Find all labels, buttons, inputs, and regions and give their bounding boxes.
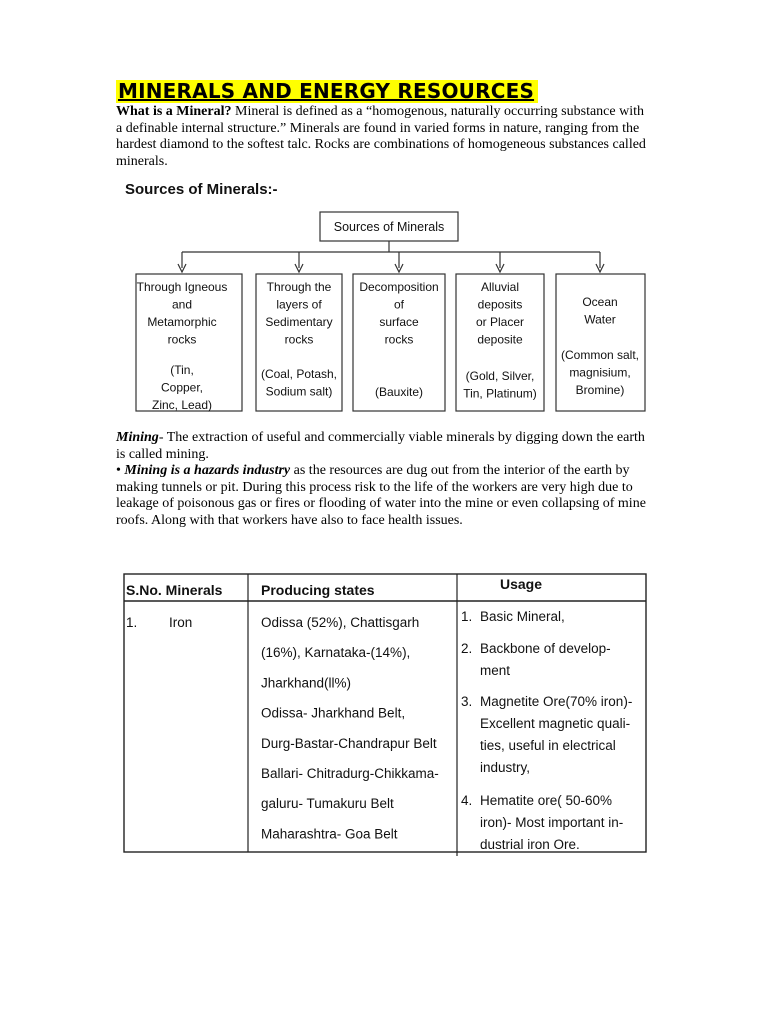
- source-label: rocks: [384, 332, 414, 347]
- source-label: Alluvial: [480, 280, 520, 294]
- producing-state-line: (16%), Karnataka-(14%),: [261, 645, 411, 661]
- source-examples: (Gold, Silver,: [465, 369, 535, 383]
- usage-text: Magnetite Ore(70% iron)-: [480, 694, 633, 709]
- diagram-heading: Sources of Minerals:-: [125, 181, 278, 198]
- usage-text: ment: [480, 663, 511, 678]
- source-label: Sedimentary: [265, 315, 333, 329]
- minerals-table: [116, 560, 652, 860]
- usage-item: [461, 793, 623, 852]
- mining-definition: - The extraction of useful and commercially viable minerals by digging down the earth is called mining.: [116, 430, 645, 462]
- producing-state-line: Ballari- Chitradurg-Chikkama-: [261, 766, 439, 781]
- source-label: rocks: [284, 332, 314, 347]
- mineral-definition-text: Mineral is defined as a “homogenous, naturally occurring substance with a definable internal structure.” Minerals are found in varied forms in nature, ranging from the hardest diamond to the softest talc. Rocks are combinations of homogeneous substances called minerals.: [116, 104, 646, 169]
- source-examples: Sodium salt): [265, 384, 333, 399]
- usage-number: 3.: [461, 694, 473, 709]
- source-node: [136, 252, 242, 412]
- header-producing-states: Producing states: [261, 582, 375, 598]
- source-label: and: [171, 297, 193, 312]
- source-branches: [136, 252, 645, 412]
- mineral-question: What is a Mineral?: [116, 104, 232, 119]
- source-examples: Tin, Platinum): [463, 386, 537, 401]
- page-title: MINERALS AND ENERGY RESOURCES: [116, 80, 538, 103]
- source-label: of: [393, 297, 405, 312]
- usage-number: 1.: [461, 609, 473, 624]
- usage-text: industry,: [480, 760, 531, 775]
- source-label: Metamorphic: [147, 315, 217, 329]
- mineral-definition-paragraph: [116, 104, 646, 170]
- usage-item: [461, 641, 611, 678]
- source-label: Through Igneous: [136, 280, 228, 294]
- source-examples: (Tin,: [170, 363, 194, 377]
- usage-number: 2.: [461, 641, 473, 656]
- usage-text: iron)- Most important in-: [480, 815, 624, 830]
- source-examples: Bromine): [575, 383, 625, 397]
- source-label: Through the: [266, 280, 332, 294]
- usage-text: Hematite ore( 50-60%: [480, 793, 613, 808]
- usage-item: [461, 694, 632, 775]
- usage-text: Excellent magnetic quali-: [480, 716, 631, 731]
- source-label: Ocean: [582, 295, 618, 309]
- source-label: deposits: [477, 297, 523, 312]
- source-label: rocks: [167, 332, 197, 347]
- source-node: [556, 252, 645, 411]
- source-examples: magnisium,: [569, 365, 631, 380]
- source-label: Water: [584, 312, 616, 327]
- source-label: deposite: [477, 332, 523, 347]
- usage-text: dustrial iron Ore.: [480, 837, 580, 852]
- source-examples: Zinc, Lead): [151, 398, 213, 412]
- usage-number: 4.: [461, 793, 473, 808]
- header-sno-minerals: S.No. Minerals: [126, 582, 223, 598]
- mining-term: Mining: [116, 430, 159, 445]
- source-label: layers of: [276, 297, 322, 312]
- source-label: or Placer: [475, 315, 525, 329]
- producing-state-line: Odissa- Jharkhand Belt,: [261, 705, 406, 721]
- mining-hazard-lead: Mining is a hazards industry: [124, 463, 291, 479]
- source-label: Decomposition: [359, 280, 439, 294]
- source-node: [256, 252, 342, 411]
- source-node: [456, 252, 544, 411]
- producing-state-line: Durg-Bastar-Chandrapur Belt: [261, 735, 437, 751]
- row-sno: 1.: [126, 615, 138, 630]
- usage-text: Backbone of develop-: [480, 641, 611, 656]
- producing-state-line: Maharashtra- Goa Belt: [261, 826, 398, 842]
- root-node-label: Sources of Minerals: [333, 220, 445, 234]
- producing-state-line: Odissa (52%), Chattisgarh: [261, 615, 420, 630]
- producing-state-line: Jharkhand(ll%): [261, 675, 352, 691]
- usage-item: [461, 609, 565, 624]
- source-examples: (Common salt,: [560, 348, 640, 362]
- usage-cell: [461, 609, 632, 852]
- header-usage: Usage: [500, 576, 543, 592]
- sources-of-minerals-diagram: [116, 176, 646, 416]
- source-label: surface: [379, 315, 419, 329]
- usage-text: ties, useful in electrical: [480, 738, 616, 753]
- mining-paragraph: [116, 430, 646, 530]
- source-node: [353, 252, 445, 411]
- producing-states-cell: [261, 615, 439, 841]
- mining-hazard-text: as the resources are dug out from the interior of the earth by making tunnels or pit. During this process risk to the life of the workers are very high due to leakage of poisonous gas or fires or flooding of water into the mine or even collapsing of mine roofs. Along with that workers have also to face health issues.: [116, 463, 646, 528]
- source-examples: (Coal, Potash,: [260, 367, 338, 381]
- source-examples: Copper,: [160, 380, 204, 395]
- bullet: •: [116, 463, 125, 479]
- source-examples: (Bauxite): [374, 385, 424, 399]
- row-mineral: Iron: [169, 615, 193, 630]
- producing-state-line: galuru- Tumakuru Belt: [261, 796, 394, 812]
- usage-text: Basic Mineral,: [480, 609, 565, 624]
